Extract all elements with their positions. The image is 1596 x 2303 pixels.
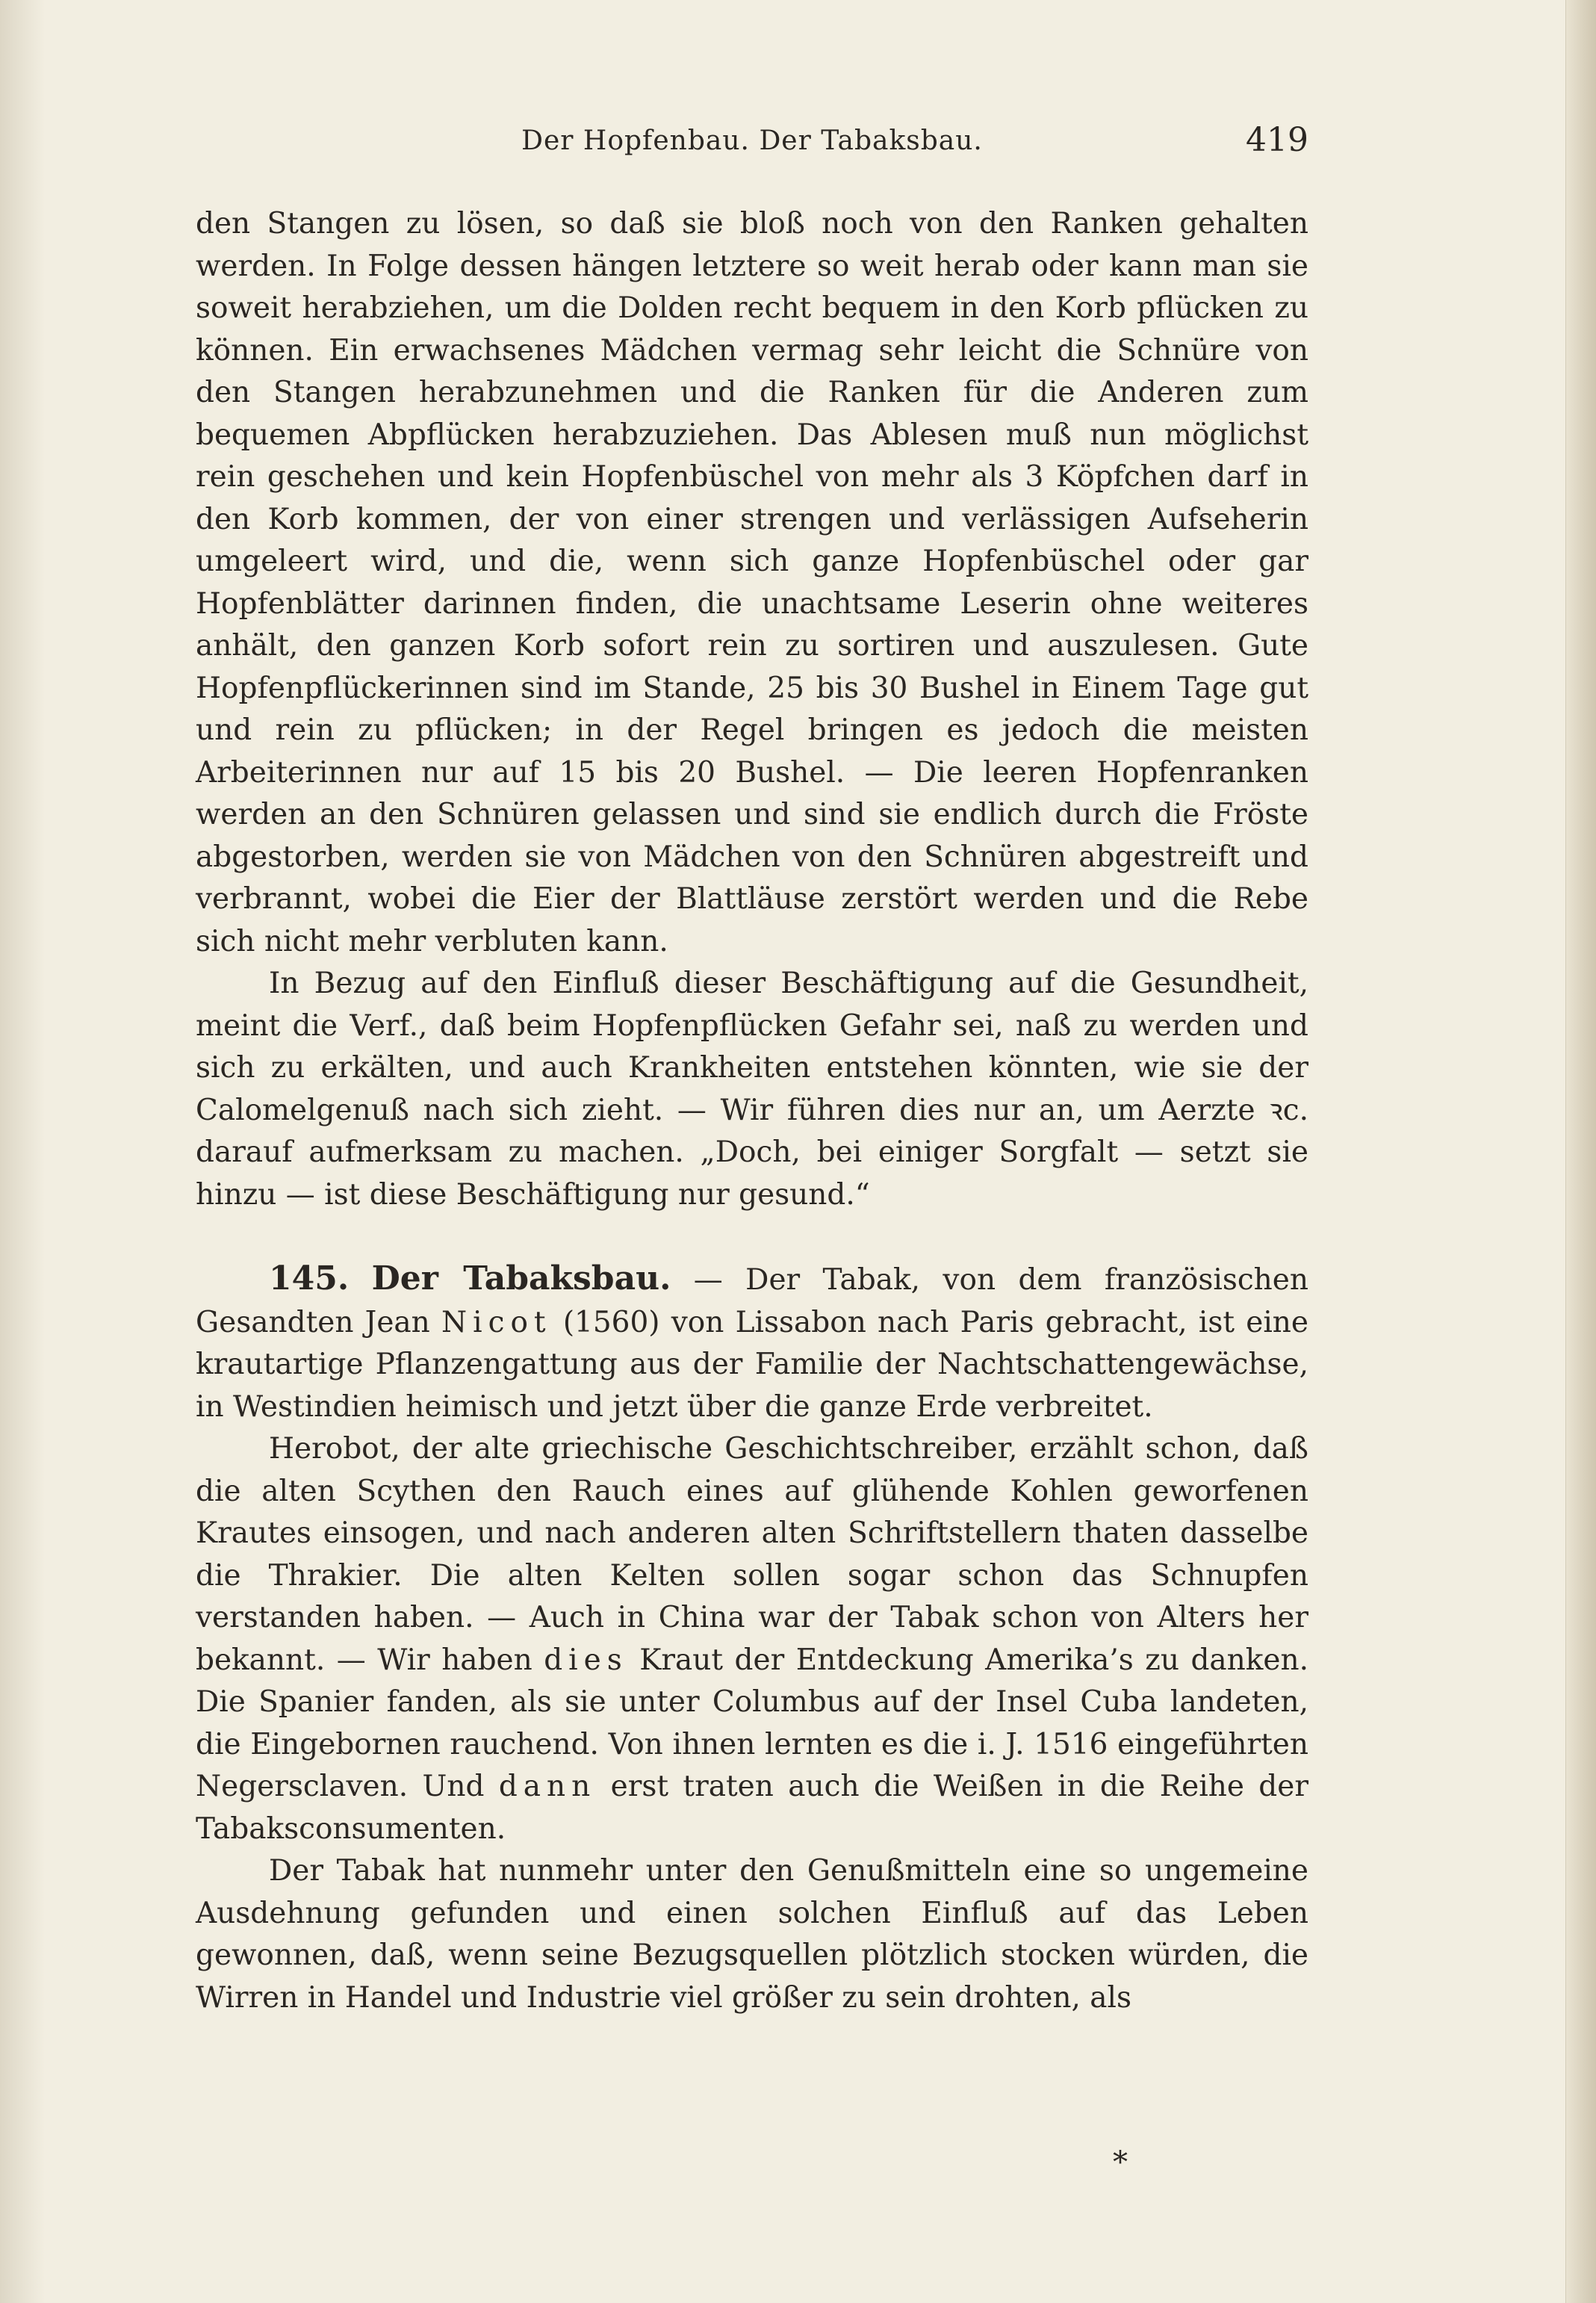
paragraph-tobacco-intro xyxy=(196,1258,1308,1428)
history-text-b: Kraut der Entdeckung Amerika’s zu danken. Die Spanier fanden, als sie unter Columbus auf der Insel Cuba landeten, die Eingebornen rauchend. Von ihnen lernten es die i. J. 1516 eingeführten Negersclaven. Und xyxy=(196,1643,1309,1803)
page-body xyxy=(196,203,1308,2019)
running-head: Der Hopfenbau. Der Tabaksbau. xyxy=(521,125,983,156)
section-title: Der Tabaksbau. xyxy=(371,1259,671,1298)
paragraph-hop-picking: den Stangen zu lösen, so daß sie bloß noch von den Ranken gehalten werden. In Folge dessen hängen letztere so weit herab oder kann man sie soweit herabziehen, um die Dolden recht bequem in den Korb pflücken zu können. Ein erwachsenes Mädchen vermag sehr leicht die Schnüre von den Stangen herabzunehmen und die Ranken für die Anderen zum bequemen Abpflücken herabzuziehen. Das Ablesen muß nun möglichst rein geschehen und kein Hopfenbüschel von mehr als 3 Köpfchen darf in den Korb kommen, der von einer strengen und verlässigen Aufseherin umgeleert wird, und die, wenn sich ganze Hopfenbüschel oder gar Hopfenblätter darinnen finden, die unachtsame Leserin ohne weiteres anhält, den ganzen Korb sofort rein zu sortiren und auszulesen. Gute Hopfenpflückerinnen sind im Stande, 25 bis 30 Bushel in Einem Tage gut und rein zu pflücken; in der Regel bringen es jedoch die meisten Arbeiterinnen nur auf 15 bis 20 Bushel. — Die leeren Hopfenranken werden an den Schnüren gelassen und sind sie endlich durch die Fröste abgestorben, werden sie von Mädchen von den Schnüren abgestreift und verbrannt, wobei die Eier der Blattläuse zerstört werden und die Rebe sich nicht mehr verbluten kann. xyxy=(196,207,1308,958)
page-number: 419 xyxy=(1246,121,1308,159)
page-header xyxy=(196,121,1308,170)
paragraph-consumption: Der Tabak hat nunmehr unter den Genußmitteln eine so ungemeine Ausdehnung gefunden und einen solchen Einfluß auf das Leben gewonnen, daß, wenn seine Bezugsquellen plötzlich stocken würden, die Wirren in Handel und Industrie viel größer zu sein drohten, als xyxy=(196,1854,1308,2015)
emphasis-dies: dies xyxy=(544,1643,628,1677)
paragraph-history xyxy=(196,1428,1308,1850)
tobacco-intro-text-b: (1560) von Lissabon nach Paris gebracht, ist eine krautartige Pflanzengattung aus der Familie der Nachtschattengewächse, in Westindien heimisch und jetzt über die ganze Erde verbreitet. xyxy=(196,1305,1308,1424)
section-separator xyxy=(196,1216,1308,1258)
history-text-c: erst traten auch die Weißen in die Reihe der Tabaksconsumenten. xyxy=(196,1770,1308,1846)
page-edge xyxy=(1565,0,1596,2303)
name-nicot: Nicot xyxy=(441,1305,552,1339)
spine-shadow xyxy=(0,0,45,2303)
tobacco-intro-text-a: — Der Tabak, von dem französischen Gesandten Jean xyxy=(196,1263,1309,1339)
signature-mark: * xyxy=(1113,2145,1128,2180)
section-number: 145. xyxy=(269,1259,350,1298)
emphasis-dann: dann xyxy=(498,1770,597,1803)
paragraph-health: In Bezug auf den Einfluß dieser Beschäftigung auf die Gesundheit, meint die Verf., daß beim Hopfenpflücken Gefahr sei, naß zu werden und sich zu erkälten, und auch Krankheiten entstehen könnten, wie sie der Calomelgenuß nach sich zieht. — Wir führen dies nur an, um Aerzte ꝛc. darauf aufmerksam zu machen. „Doch, bei einiger Sorgfalt — setzt sie hinzu — ist diese Beschäftigung nur gesund.“ xyxy=(196,967,1308,1212)
history-text-a: Herobot, der alte griechische Geschichtschreiber, erzählt schon, daß die alten Scythen den Rauch eines auf glühende Kohlen geworfenen Krautes einsogen, und nach anderen alten Schriftstellern thaten dasselbe die Thrakier. Die alten Kelten sollen sogar schon das Schnupfen verstanden haben. — Auch in China war der Tabak schon von Alters her bekannt. — Wir haben xyxy=(196,1432,1308,1677)
